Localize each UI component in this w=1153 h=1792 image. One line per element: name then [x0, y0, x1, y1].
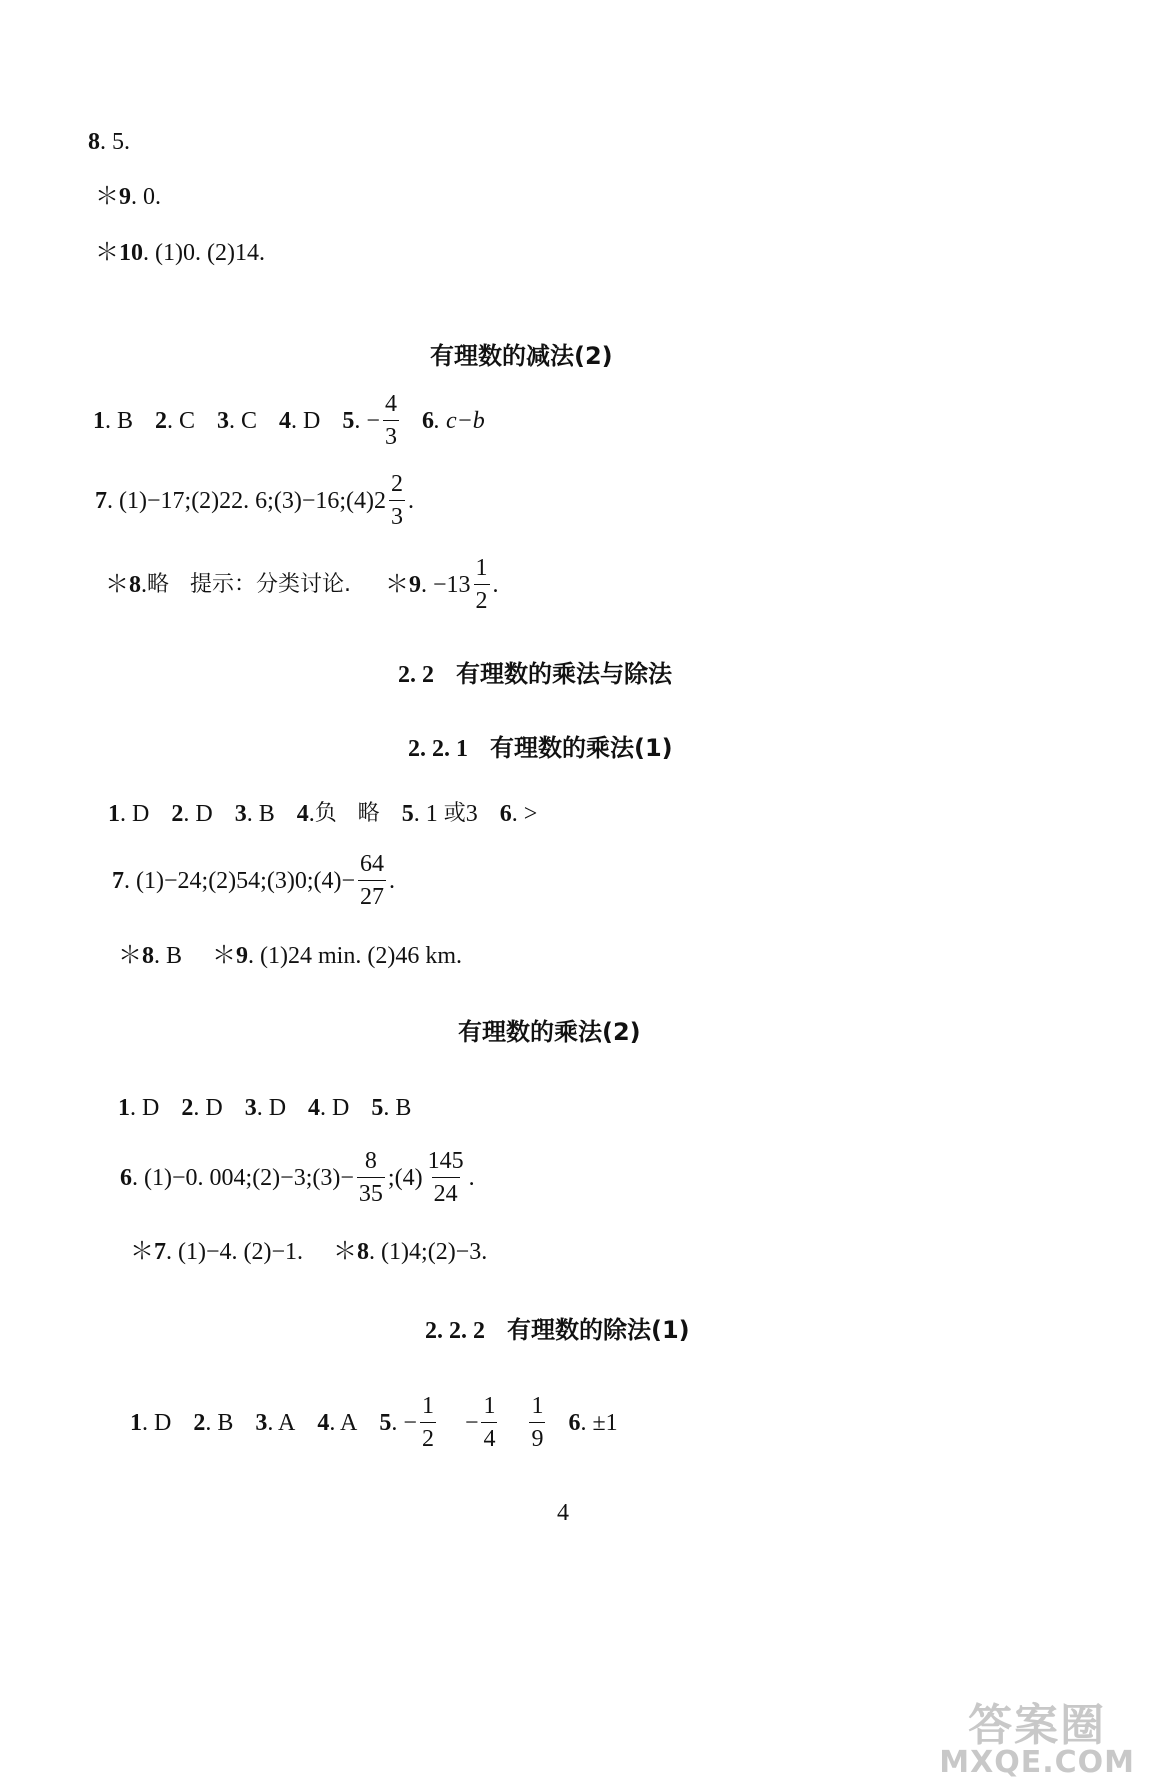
answer-line-subtraction-2-q7: 7 . (1)−17;(2)22. 6;(3)−16;(4)2 $\frac{2}{3}$ . [95, 471, 415, 530]
answer-line-9: ＊ 9 . 0. [95, 184, 161, 210]
watermark-logo: 答案圈 MXQE.COM [939, 1700, 1135, 1780]
fraction: $\frac{1}{2}$ [421, 1393, 434, 1452]
fraction: $\frac{145}{24}$ [427, 1148, 464, 1207]
fraction: $\frac{1}{2}$ [475, 555, 488, 614]
answer-line-multiplication-1-choices: 1 . D 2 . D 3 . B 4 . 负 略 5 . 1 或 3 6 . > [108, 801, 538, 827]
section-heading-2-2: 2. 2 有理数的乘法与除法 [398, 660, 672, 688]
fraction: $\frac{1}{4}$ [483, 1393, 496, 1452]
answer-line-10: ＊ 10 . (1)0. (2)14. [95, 240, 265, 266]
answer-line-multiplication-2-q6: 6 . (1)−0. 004;(2)−3;(3)− $\frac{8}{35}$ ;(4) $\frac{145}{24}$ . [120, 1148, 475, 1207]
fraction: $\frac{4}{3}$ [384, 391, 397, 450]
answer-line-division-1-choices: 1 . D 2 . B 3 . A 4 . A 5 . − $\frac{1}{2}$ − $\frac{1}{4}$ $\frac{1}{9}$ 6 . ±1 [130, 1393, 618, 1452]
answer-line-multiplication-1-q8-q9: ＊ 8 . B ＊ 9 . (1)24 min. (2)46 km. [118, 943, 462, 969]
section-heading-subtraction-2: 有理数的减法(2) [430, 342, 613, 370]
answer-line-multiplication-1-q7: 7 . (1)−24;(2)54;(3)0;(4)− $\frac{64}{27}$ . [112, 851, 396, 910]
answer-line-subtraction-2-choices: 1 . B 2 . C 3 . C 4 . D 5 . − $\frac{4}{3}$ 6 . c−b [93, 391, 485, 450]
answer-line-multiplication-2-choices: 1 . D 2 . D 3 . D 4 . D 5 . B [118, 1095, 412, 1121]
section-heading-2-2-1: 2. 2. 1 有理数的乘法(1) [408, 734, 673, 762]
answer-line-subtraction-2-q8-q9: ＊ 8 . 略 提示：分类讨论. ＊ 9 . −13 $\frac{1}{2}$ . [105, 555, 499, 614]
fraction: $\frac{8}{35}$ [358, 1148, 383, 1207]
section-heading-2-2-2: 2. 2. 2 有理数的除法(1) [425, 1316, 690, 1344]
fraction: $\frac{2}{3}$ [391, 471, 404, 530]
fraction: $\frac{64}{27}$ [360, 851, 385, 910]
answer-line-8: 8 . 5. [88, 129, 130, 155]
section-heading-multiplication-2: 有理数的乘法(2) [458, 1018, 641, 1046]
fraction: $\frac{1}{9}$ [531, 1393, 544, 1452]
page-number: 4 [557, 1500, 569, 1526]
answer-line-multiplication-2-q7-q8: ＊ 7 . (1)−4. (2)−1. ＊ 8 . (1)4;(2)−3. [130, 1239, 488, 1265]
